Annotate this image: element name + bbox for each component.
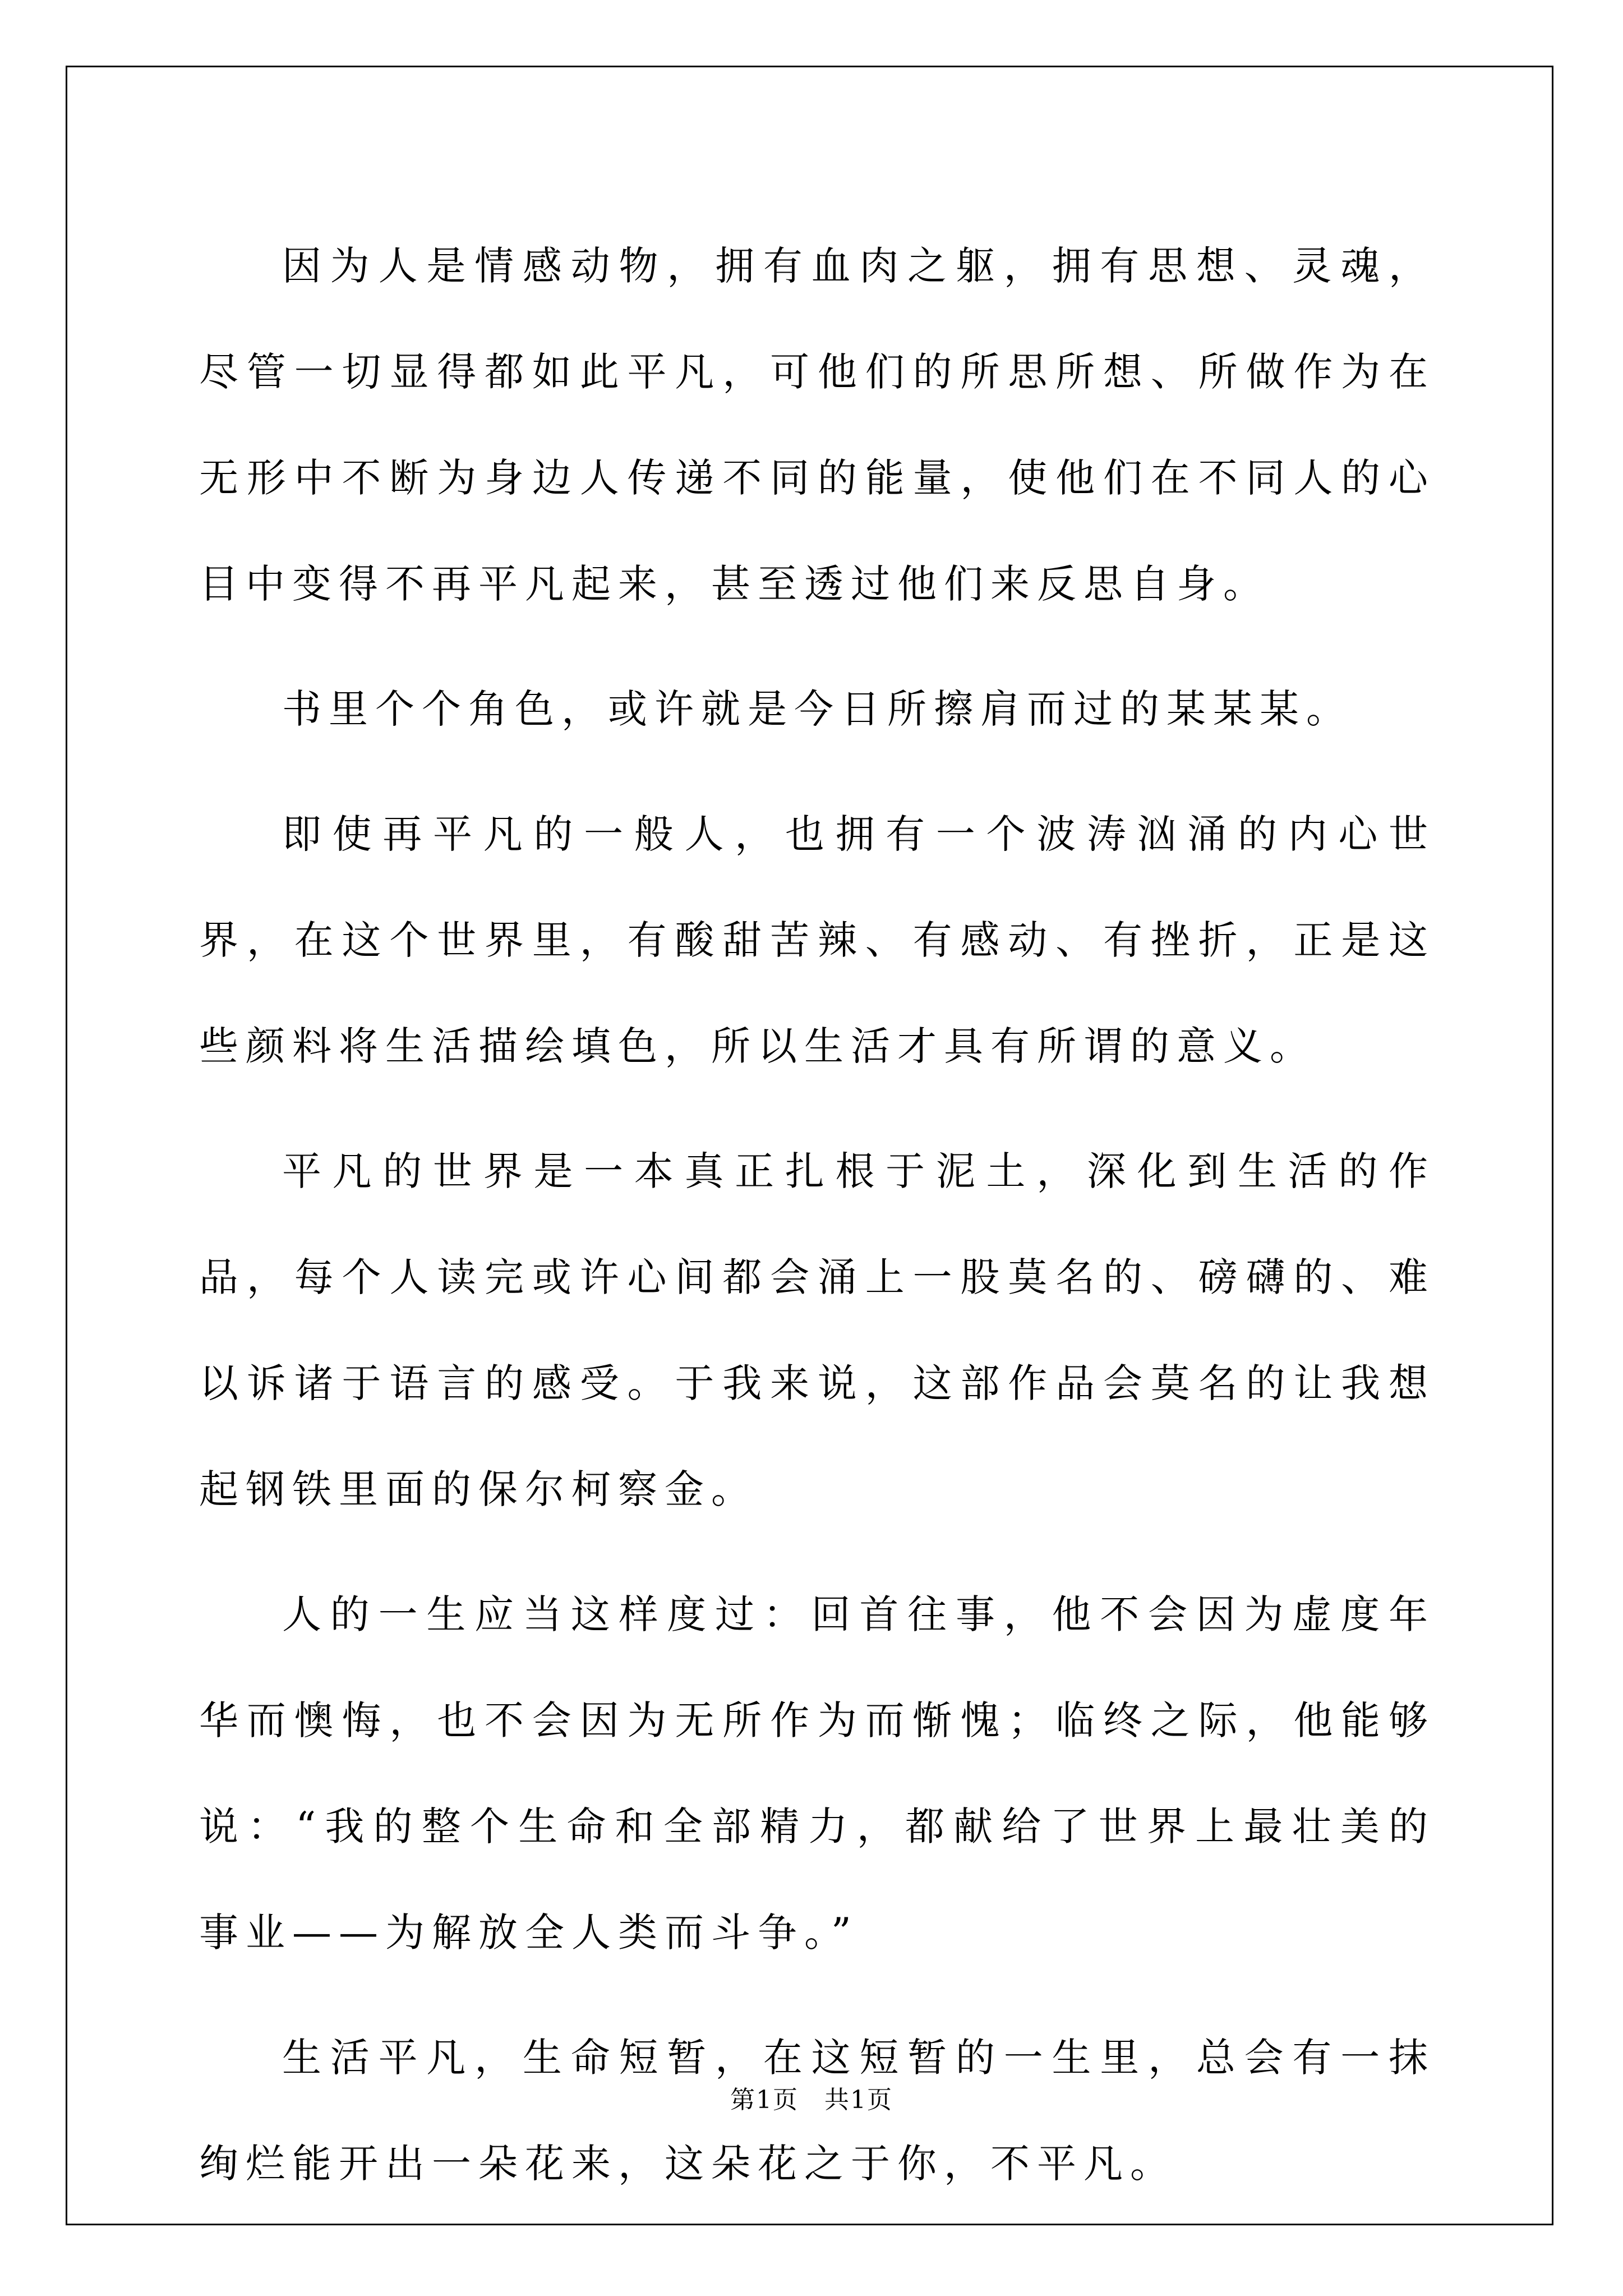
page-number-footer: 第1页 共1页 bbox=[730, 2086, 893, 2114]
paragraph: 因为人是情感动物，拥有血肉之躯，拥有思想、灵魂，尽管一切显得都如此平凡，可他们的所思所想、所做作为在无形中不断为身边人传递不同的能量，使他们在不同人的心目中变得不再平凡起来，甚至透过他们来反思自身。 bbox=[199, 243, 1435, 607]
document-body bbox=[199, 213, 1435, 2236]
paragraph: 平凡的世界是一本真正扎根于泥土，深化到生活的作品，每个人读完或许心间都会涌上一股莫名的、磅礴的、难以诉诸于语言的感受。于我来说，这部作品会莫名的让我想起钢铁里面的保尔柯察金。 bbox=[199, 1148, 1435, 1512]
paragraph: 人的一生应当这样度过：回首往事，他不会因为虚度年华而懊悔，也不会因为无所作为而惭愧；临终之际，他能够说：“我的整个生命和全部精力，都献给了世界上最壮美的事业——为解放全人类而斗争。” bbox=[199, 1591, 1435, 1955]
paragraph: 即使再平凡的一般人，也拥有一个波涛汹涌的内心世界，在这个世界里，有酸甜苦辣、有感动、有挫折，正是这些颜料将生活描绘填色，所以生活才具有所谓的意义。 bbox=[199, 811, 1435, 1069]
paragraph: 书里个个角色，或许就是今日所擦肩而过的某某某。 bbox=[282, 686, 1353, 732]
paragraph: 生活平凡，生命短暂，在这短暂的一生里，总会有一抹绚烂能开出一朵花来，这朵花之于你，不平凡。 bbox=[199, 2035, 1435, 2187]
